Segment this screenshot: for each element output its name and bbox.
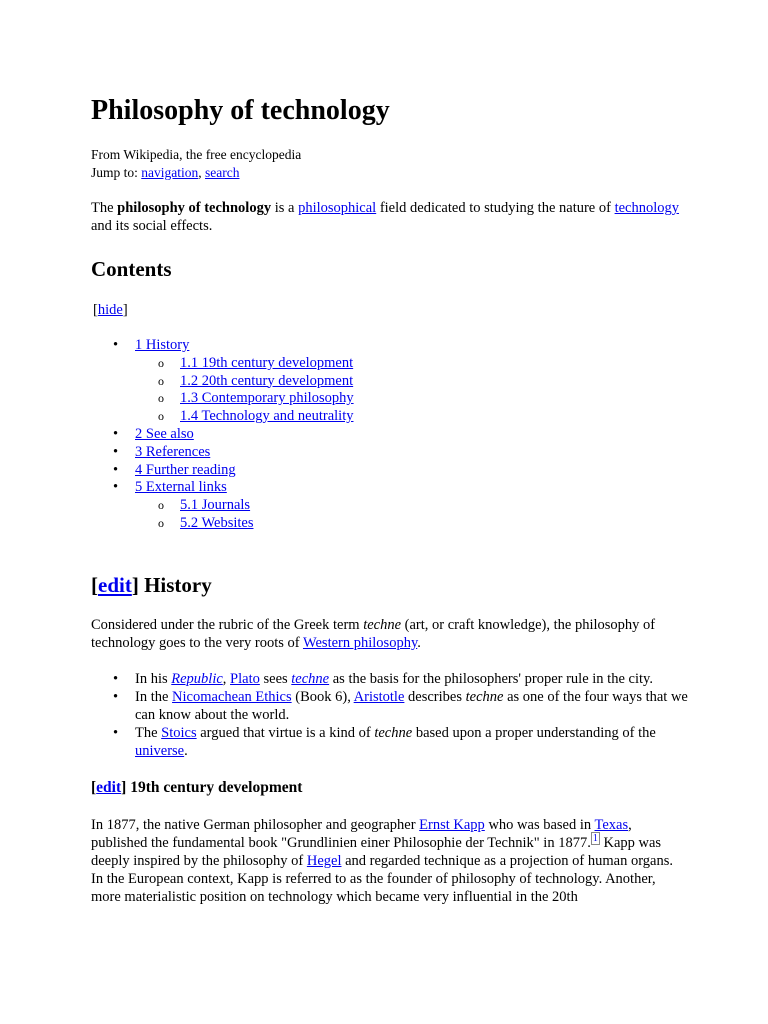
ernst-kapp-link[interactable]: Ernst Kapp [419, 817, 485, 833]
circle-bullet-icon: o [158, 355, 164, 370]
toc-link-20th-century[interactable]: 1.2 20th century development [180, 372, 354, 389]
toc-item [91, 355, 354, 373]
techne-link[interactable]: techne [291, 671, 330, 687]
edit-19th-century-link[interactable]: edit [96, 779, 122, 796]
toc-item [91, 462, 354, 480]
toc-link-see-also[interactable]: 2 See also [135, 425, 194, 442]
toc-item [91, 515, 354, 533]
toc-toggle: [hide] [93, 302, 128, 318]
aristotle-link[interactable]: Aristotle [353, 689, 405, 705]
article-meta [91, 146, 301, 181]
jump-links: Jump to: navigation, search [91, 164, 240, 180]
bullet-icon: • [113, 671, 119, 687]
intro-paragraph: The philosophy of technology is a philosophical field dedicated to studying the nature of technology and its social effects. [91, 200, 680, 234]
texas-link[interactable]: Texas [594, 817, 629, 833]
hide-toc-link[interactable]: hide [97, 302, 123, 318]
circle-bullet-icon: o [158, 515, 164, 530]
circle-bullet-icon: o [158, 391, 164, 406]
table-of-contents [91, 337, 354, 533]
19th-century-heading: [edit] 19th century development [91, 779, 303, 796]
tagline: From Wikipedia, the free encyclopedia [91, 147, 302, 162]
toc-item [91, 479, 354, 497]
toc-link-references[interactable]: 3 References [135, 443, 211, 460]
toc-item [91, 444, 354, 462]
list-item: • The Stoics argued that virtue is a kind of techne based upon a proper understanding of the universe. [113, 725, 656, 759]
toc-item [91, 408, 354, 426]
intro-bold-term: philosophy of technology [117, 200, 272, 216]
circle-bullet-icon: o [158, 409, 164, 424]
list-item: • In his Republic, Plato sees techne as the basis for the philosophers' proper rule in the city. [113, 671, 653, 687]
navigation-link[interactable]: navigation [141, 164, 199, 180]
history-paragraph: Considered under the rubric of the Greek term techne (art, or craft knowledge), the philosophy of technology goes to the very roots of Western philosophy. [91, 617, 656, 651]
circle-bullet-icon: o [158, 373, 164, 388]
reference-link[interactable]: 1 [592, 833, 598, 845]
republic-link[interactable]: Republic [171, 671, 223, 687]
history-list [91, 670, 691, 760]
western-philosophy-link[interactable]: Western philosophy [302, 635, 418, 651]
toc-item [91, 337, 354, 355]
bullet-icon: • [113, 479, 119, 496]
bullet-icon: • [113, 461, 119, 478]
toc-item [91, 390, 354, 408]
toc-link-websites[interactable]: 5.2 Websites [180, 514, 254, 531]
universe-link[interactable]: universe [135, 743, 185, 759]
bullet-icon: • [113, 689, 119, 705]
bullet-icon: • [113, 725, 119, 741]
toc-link-contemporary[interactable]: 1.3 Contemporary philosophy [180, 390, 354, 407]
plato-link[interactable]: Plato [230, 671, 260, 687]
list-item: • In the Nicomachean Ethics (Book 6), Aristotle describes techne as one of the four ways that we can know about the world. [113, 689, 688, 723]
search-link[interactable]: search [205, 164, 240, 180]
toc-item [91, 497, 354, 515]
circle-bullet-icon: o [158, 498, 164, 513]
nicomachean-ethics-link[interactable]: Nicomachean Ethics [172, 689, 292, 705]
technology-link[interactable]: technology [614, 200, 680, 216]
toc-link-neutrality[interactable]: 1.4 Technology and neutrality [180, 408, 354, 425]
19th-century-paragraph: In 1877, the native German philosopher and geographer Ernst Kapp who was based in Texas, published the fundamental book "Grundlinien einer Philosophie der Technik" in 1877. $^1$ Kapp was deeply inspired by the philosophy of Hegel and regarded technique as a projection of human organs. In the European context, Kapp is referred to as the founder of philosophy of technology. Another, more materialistic position on technology which became very influential in the 20th [91, 817, 673, 905]
stoics-link[interactable]: Stoics [161, 725, 197, 741]
toc-link-journals[interactable]: 5.1 Journals [180, 497, 251, 514]
contents-heading: Contents [91, 257, 172, 281]
philosophical-link[interactable]: philosophical [298, 200, 377, 216]
edit-history-link[interactable]: edit [98, 573, 132, 597]
toc-link-external-links[interactable]: 5 External links [135, 479, 227, 496]
page-title: Philosophy of technology [91, 95, 390, 126]
bullet-icon: • [113, 425, 119, 442]
history-heading: [edit] History [91, 573, 212, 597]
toc-link-further-reading[interactable]: 4 Further reading [135, 461, 236, 478]
hegel-link[interactable]: Hegel [306, 853, 342, 869]
toc-link-19th-century[interactable]: 1.1 19th century development [180, 354, 354, 371]
toc-link-history[interactable]: 1 History [135, 337, 190, 353]
reference-marker [591, 832, 600, 845]
bullet-icon: • [113, 443, 119, 460]
toc-item [91, 373, 354, 391]
toc-item [91, 426, 354, 444]
bullet-icon: • [113, 337, 119, 353]
